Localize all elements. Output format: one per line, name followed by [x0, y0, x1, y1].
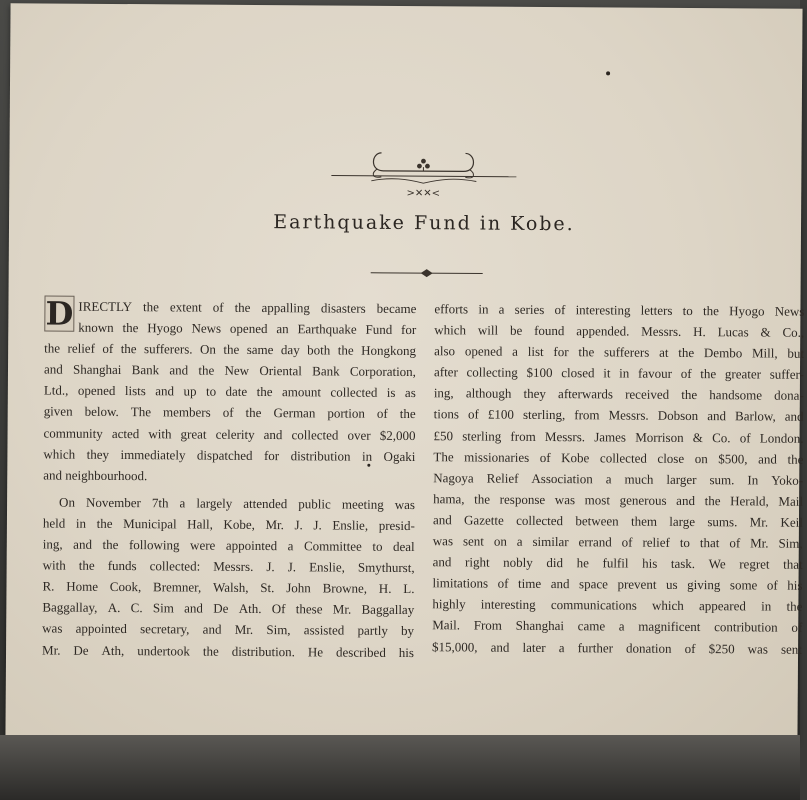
text-line: known the Hyogo News opened an Earthquake Fund for: [78, 319, 417, 338]
text-line: The missionaries of Kobe collected close on $500, and the: [433, 448, 804, 467]
text-line: held in the Municipal Hall, Kobe, Mr. J. J. Enslie, presid-: [42, 515, 415, 534]
title-divider: [371, 266, 483, 281]
text-line: $15,000, and later a further donation of $250 was sent: [432, 638, 803, 657]
drop-cap: D: [45, 294, 74, 333]
text-line: the relief of the sufferers. On the same day both the Hongkong: [44, 340, 417, 359]
text-line: which will be found appended. Messrs. H. Lucas & Co.,: [434, 322, 805, 340]
text-line: community acted with great celerity and collected over $2,000: [43, 425, 416, 443]
right-column: [432, 298, 804, 659]
text-line: Mr. De Ath, undertook the distribution. He described his: [42, 641, 415, 660]
text-line: with the funds collected: Messrs. J. J. Enslie, Smythurst,: [42, 557, 415, 576]
svg-text:>✕✕<: >✕✕<: [406, 188, 441, 200]
text-line: also opened a list for the sufferers at the Dembo Mill, but: [434, 343, 805, 361]
text-line: and Gazette collected between them large sums. Mr. Keil: [432, 512, 803, 530]
text-line: On November 7th a largely attended public meeting was: [59, 494, 416, 512]
text-line: ing, and the following were appointed a Committee to deal: [42, 536, 415, 555]
ink-speck: [606, 71, 610, 75]
text-line: Nagoya Relief Association a much larger sum. In Yoko-: [433, 469, 804, 488]
text-line: R. Home Cook, Bremner, Walsh, St. John Browne, H. L.: [42, 578, 415, 597]
text-line: and neighbourhood.: [43, 467, 148, 483]
text-line: limitations of time and space prevent us giving some of his: [432, 575, 803, 594]
text-line: and right nobly did he fulfil his task. We regret that: [432, 554, 803, 572]
book-page: [5, 3, 805, 741]
text-line: was sent on a similar errand of relief to that of Mr. Sim,: [432, 533, 803, 551]
text-line: efforts in a series of interesting letters to the Hyogo News: [434, 301, 805, 319]
text-line: after collecting $100 closed it in favour of the greater suffer-: [433, 364, 804, 383]
text-line: and Shanghai Bank and the New Oriental Bank Corporation,: [43, 361, 417, 380]
text-line: Ltd., opened lists and up to date the amount collected is as: [43, 382, 416, 401]
article-title: Earthquake Fund in Kobe.: [273, 211, 575, 236]
text-line: Mail. From Shanghai came a magnificent contribution of: [432, 617, 803, 636]
text-line: Baggallay, A. C. Sim and De Ath. Of these Mr. Baggallay: [42, 599, 415, 618]
header-ornament: [331, 148, 516, 201]
book-underside: [0, 735, 800, 800]
text-line: IRECTLY the extent of the appalling disasters became: [78, 298, 417, 317]
left-column: [42, 295, 417, 662]
text-line: given below. The members of the German portion of the: [43, 403, 416, 422]
text-line: £50 sterling from Messrs. James Morrison & Co. of London.: [433, 427, 804, 446]
text-line: ing, although they afterwards received the handsome dona-: [433, 385, 804, 404]
text-line: was appointed secretary, and Mr. Sim, assisted partly by: [42, 620, 415, 639]
text-line: highly interesting communications which appeared in the: [432, 596, 803, 615]
text-line: tions of £100 sterling, from Messrs. Dobson and Barlow, and: [433, 406, 804, 425]
text-line: which they immediately dispatched for distribution in Ogaki: [43, 446, 416, 464]
text-line: hama, the response was most generous and the Herald, Mail: [433, 491, 804, 509]
